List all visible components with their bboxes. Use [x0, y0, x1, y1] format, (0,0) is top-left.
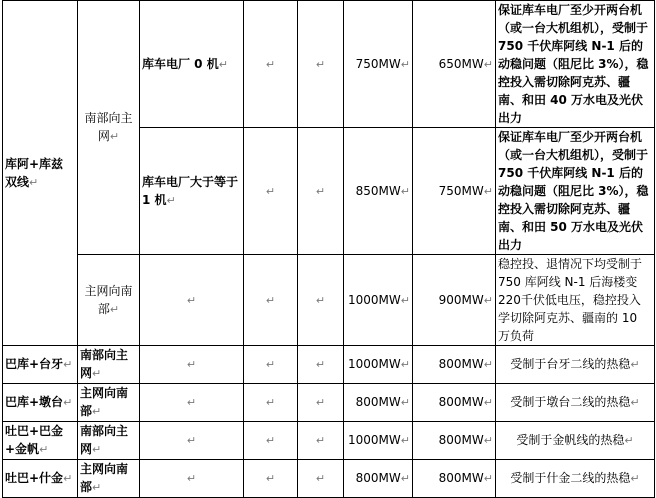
condition-label: 库车电厂 0 机 — [142, 56, 219, 71]
paragraph-mark: ↵ — [315, 57, 326, 71]
note-cell — [496, 384, 655, 422]
paragraph-mark: ↵ — [265, 434, 276, 447]
note-cell — [496, 128, 655, 255]
direction-label: 主网向南部 — [80, 462, 129, 494]
empty-cell — [244, 460, 298, 498]
table-row — [3, 422, 655, 460]
section-label: 巴库+墩台 — [5, 395, 64, 409]
paragraph-mark: ↵ — [400, 57, 410, 71]
limit-value: 650MW — [438, 56, 484, 71]
paragraph-mark: ↵ — [630, 472, 640, 485]
paragraph-mark: ↵ — [624, 434, 634, 447]
note-text: 稳控投、退情况下均受制于750 库阿线 N-1 后海楼变 220千伏低电压，稳控投入学切除阿克苏、疆南的 10 万负荷 — [498, 257, 643, 343]
empty-cell — [244, 1, 298, 128]
section-cell — [3, 346, 78, 384]
table-row — [3, 1, 655, 128]
direction-cell — [78, 460, 140, 498]
note-cell — [496, 346, 655, 384]
paragraph-mark: ↵ — [483, 293, 493, 307]
section-label: 巴库+台牙 — [5, 357, 64, 371]
empty-cell — [298, 128, 344, 255]
paragraph-mark: ↵ — [315, 396, 326, 409]
empty-cell — [298, 255, 344, 346]
paragraph-mark: ↵ — [630, 396, 640, 409]
direction-cell — [78, 422, 140, 460]
note-text: 受制于墩台二线的热稳 — [510, 395, 631, 409]
limit-cell — [413, 1, 496, 128]
limit-cell — [413, 460, 496, 498]
direction-cell — [78, 384, 140, 422]
paragraph-mark: ↵ — [265, 57, 276, 71]
empty-cell — [244, 255, 298, 346]
limit-cell — [344, 255, 413, 346]
limit-value: 800MW — [438, 433, 484, 447]
table-row — [3, 384, 655, 422]
empty-cell — [140, 346, 244, 384]
direction-cell — [78, 1, 140, 255]
empty-cell — [298, 1, 344, 128]
limit-value: 800MW — [355, 471, 401, 485]
table-row — [3, 346, 655, 384]
empty-cell — [244, 384, 298, 422]
paragraph-mark: ↵ — [265, 184, 276, 198]
paragraph-mark: ↵ — [315, 293, 326, 307]
direction-label: 南部向主网 — [80, 424, 129, 456]
empty-cell — [244, 128, 298, 255]
section-cell — [3, 1, 78, 346]
paragraph-mark: ↵ — [186, 434, 197, 447]
empty-cell — [298, 422, 344, 460]
paragraph-mark: ↵ — [218, 57, 228, 71]
limit-value: 1000MW — [348, 292, 401, 307]
paragraph-mark: ↵ — [483, 396, 493, 409]
empty-cell — [140, 384, 244, 422]
direction-label: 主网向南部 — [80, 386, 129, 418]
paragraph-mark: ↵ — [63, 472, 73, 485]
empty-cell — [244, 422, 298, 460]
table-row — [3, 460, 655, 498]
limit-cell — [413, 128, 496, 255]
paragraph-mark: ↵ — [265, 396, 276, 409]
limit-value: 1000MW — [348, 357, 401, 371]
empty-cell — [140, 255, 244, 346]
paragraph-mark: ↵ — [400, 434, 410, 447]
limit-cell — [413, 422, 496, 460]
note-text: 保证库车电厂至少开两台机（或一台大机组机），受制于750 千伏库阿线 N-1 后的动稳问题（阻尼比 3%），稳控投入需切除阿克苏、疆南、和田 40 万水电及光伏出力 — [498, 3, 649, 125]
limit-cell — [344, 128, 413, 255]
empty-cell — [298, 460, 344, 498]
empty-cell — [140, 460, 244, 498]
limit-value: 800MW — [355, 395, 401, 409]
paragraph-mark: ↵ — [29, 175, 39, 189]
direction-label: 主网向南部 — [84, 283, 133, 316]
limit-value: 750MW — [438, 183, 484, 198]
paragraph-mark: ↵ — [400, 358, 410, 371]
paragraph-mark: ↵ — [483, 472, 493, 485]
condition-cell — [140, 1, 244, 128]
paragraph-mark: ↵ — [315, 472, 326, 485]
limit-cell — [413, 384, 496, 422]
direction-cell — [78, 346, 140, 384]
paragraph-mark: ↵ — [400, 396, 410, 409]
paragraph-mark: ↵ — [166, 193, 176, 207]
paragraph-mark: ↵ — [186, 472, 197, 485]
limit-value: 750MW — [355, 56, 401, 71]
limit-cell — [413, 346, 496, 384]
section-cell — [3, 460, 78, 498]
note-text: 保证库车电厂至少开两台机（或一台大机组机），受制于750 千伏库阿线 N-1 后的动稳问题（阻尼比 3%），稳控投入需切除阿克苏、疆南、和田 50 万水电及光伏出力 — [498, 130, 649, 252]
limit-cell — [344, 1, 413, 128]
paragraph-mark: ↵ — [109, 302, 120, 316]
note-text: 受制于金帆线的热稳 — [516, 433, 625, 447]
limit-cell — [344, 346, 413, 384]
limit-cell — [344, 422, 413, 460]
paragraph-mark: ↵ — [630, 358, 640, 371]
condition-cell — [140, 128, 244, 255]
note-text: 受制于台牙二线的热稳 — [510, 357, 631, 371]
paragraph-mark: ↵ — [400, 184, 410, 198]
section-label: 库阿+库兹双线 — [5, 156, 64, 189]
direction-label: 南部向主网 — [80, 348, 129, 380]
paragraph-mark: ↵ — [109, 130, 120, 143]
paragraph-mark: ↵ — [400, 293, 410, 307]
paragraph-mark: ↵ — [63, 396, 73, 409]
paragraph-mark: ↵ — [265, 472, 276, 485]
condition-label: 库车电厂大于等于 1 机 — [142, 174, 239, 207]
note-cell — [496, 255, 655, 346]
empty-cell — [298, 384, 344, 422]
direction-cell — [78, 255, 140, 346]
paragraph-mark: ↵ — [63, 358, 73, 371]
paragraph-mark: ↵ — [265, 293, 276, 307]
empty-cell — [140, 422, 244, 460]
section-cell — [3, 422, 78, 460]
paragraph-mark: ↵ — [483, 57, 493, 71]
limit-value: 800MW — [438, 357, 484, 371]
limit-cell — [344, 460, 413, 498]
empty-cell — [244, 346, 298, 384]
paragraph-mark: ↵ — [315, 184, 326, 198]
paragraph-mark: ↵ — [483, 358, 493, 371]
section-label: 吐巴+巴金+金帆 — [5, 424, 64, 456]
limit-value: 800MW — [438, 395, 484, 409]
paragraph-mark: ↵ — [92, 367, 102, 380]
paragraph-mark: ↵ — [315, 434, 326, 447]
note-cell — [496, 422, 655, 460]
paragraph-mark: ↵ — [186, 293, 197, 307]
paragraph-mark: ↵ — [265, 358, 276, 371]
paragraph-mark: ↵ — [39, 443, 49, 456]
paragraph-mark: ↵ — [483, 434, 493, 447]
paragraph-mark: ↵ — [186, 396, 197, 409]
table-row — [3, 255, 655, 346]
limit-value: 900MW — [438, 292, 484, 307]
note-cell — [496, 1, 655, 128]
section-cell — [3, 384, 78, 422]
limit-value: 800MW — [438, 471, 484, 485]
paragraph-mark: ↵ — [92, 405, 102, 418]
paragraph-mark: ↵ — [92, 481, 102, 494]
section-label: 吐巴+什金 — [5, 471, 64, 485]
paragraph-mark: ↵ — [315, 358, 326, 371]
limit-cell — [344, 384, 413, 422]
limit-value: 1000MW — [348, 433, 401, 447]
paragraph-mark: ↵ — [400, 472, 410, 485]
stability-limit-table — [2, 0, 655, 498]
empty-cell — [298, 346, 344, 384]
paragraph-mark: ↵ — [483, 184, 493, 198]
direction-label: 南部向主网 — [84, 111, 133, 143]
limit-value: 850MW — [355, 183, 401, 198]
limit-cell — [413, 255, 496, 346]
note-cell — [496, 460, 655, 498]
paragraph-mark: ↵ — [186, 358, 197, 371]
paragraph-mark: ↵ — [92, 443, 102, 456]
note-text: 受制于什金二线的热稳 — [510, 471, 631, 485]
